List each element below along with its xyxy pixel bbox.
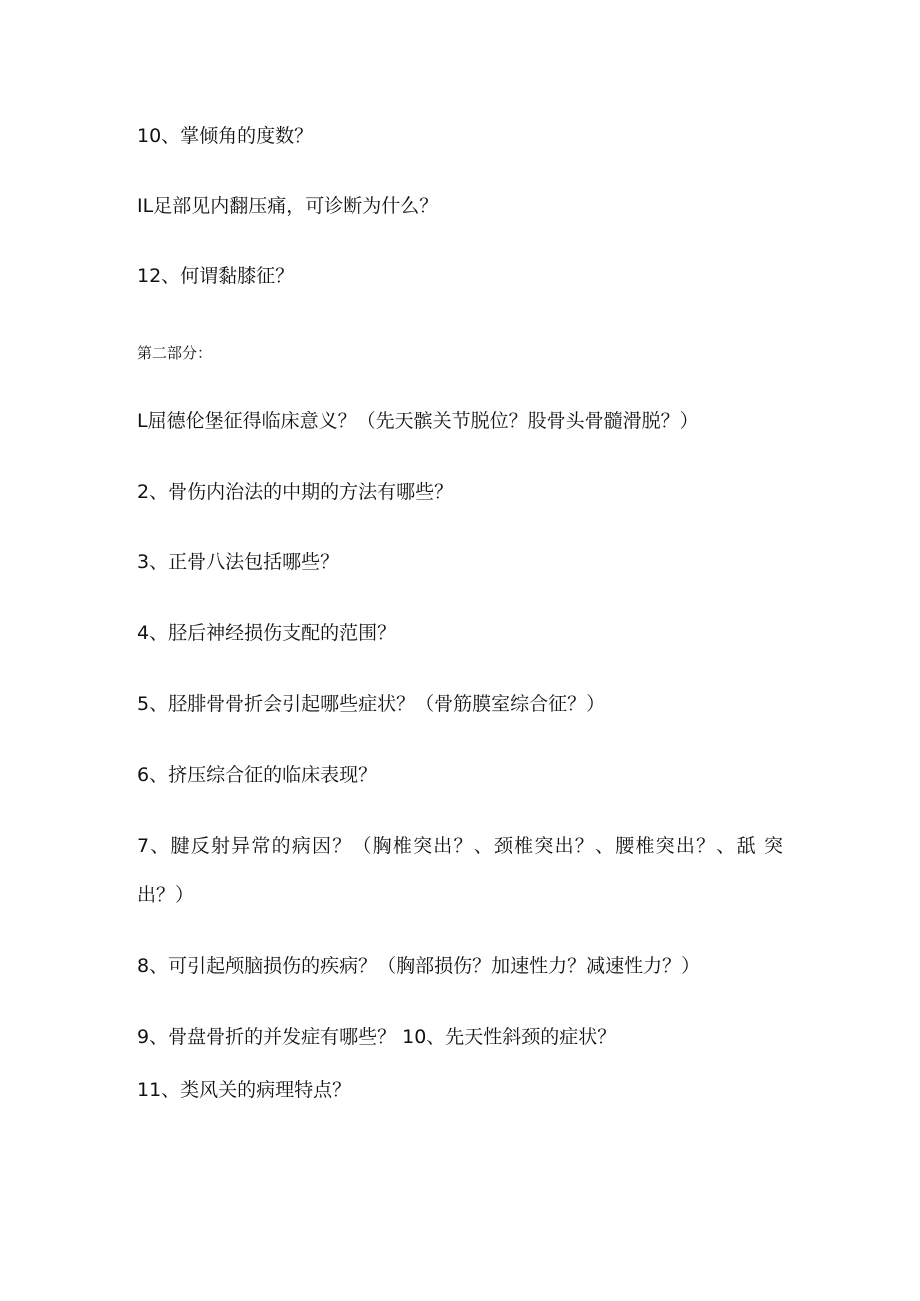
question-line: 4、胫后神经损伤支配的范围？ (137, 622, 397, 644)
question-line: 7、腱反射异常的病因？（胸椎突出？、颈椎突出？、腰椎突出？、舐 突 (137, 835, 783, 857)
question-line: IL足部见内翻压痛，可诊断为什么？ (137, 195, 439, 217)
question-line: 2、骨伤内治法的中期的方法有哪些？ (137, 481, 454, 503)
question-line: 5、胫腓骨骨折会引起哪些症状？（骨筋膜室综合征？） (137, 693, 606, 715)
question-line: 11、类风关的病理特点？ (137, 1079, 352, 1101)
question-line: L屈德伦堡征得临床意义？（先天髌关节脱位？股骨头骨髓滑脱？） (137, 410, 699, 432)
question-line: 3、正骨八法包括哪些？ (137, 551, 340, 573)
question-line: 10、掌倾角的度数？ (137, 125, 314, 147)
question-line: 9、骨盘骨折的并发症有哪些？ 10、先天性斜颈的症状？ (137, 1026, 617, 1048)
question-line: 12、何谓黏膝征？ (137, 265, 295, 287)
question-line: 8、可引起颅脑损伤的疾病？（胸部损伤？加速性力？减速性力？） (137, 955, 701, 977)
question-line: 6、挤压综合征的临床表现？ (137, 764, 378, 786)
question-line-continued: 出？） (137, 884, 195, 906)
section-heading: 第二部分： (137, 344, 213, 362)
